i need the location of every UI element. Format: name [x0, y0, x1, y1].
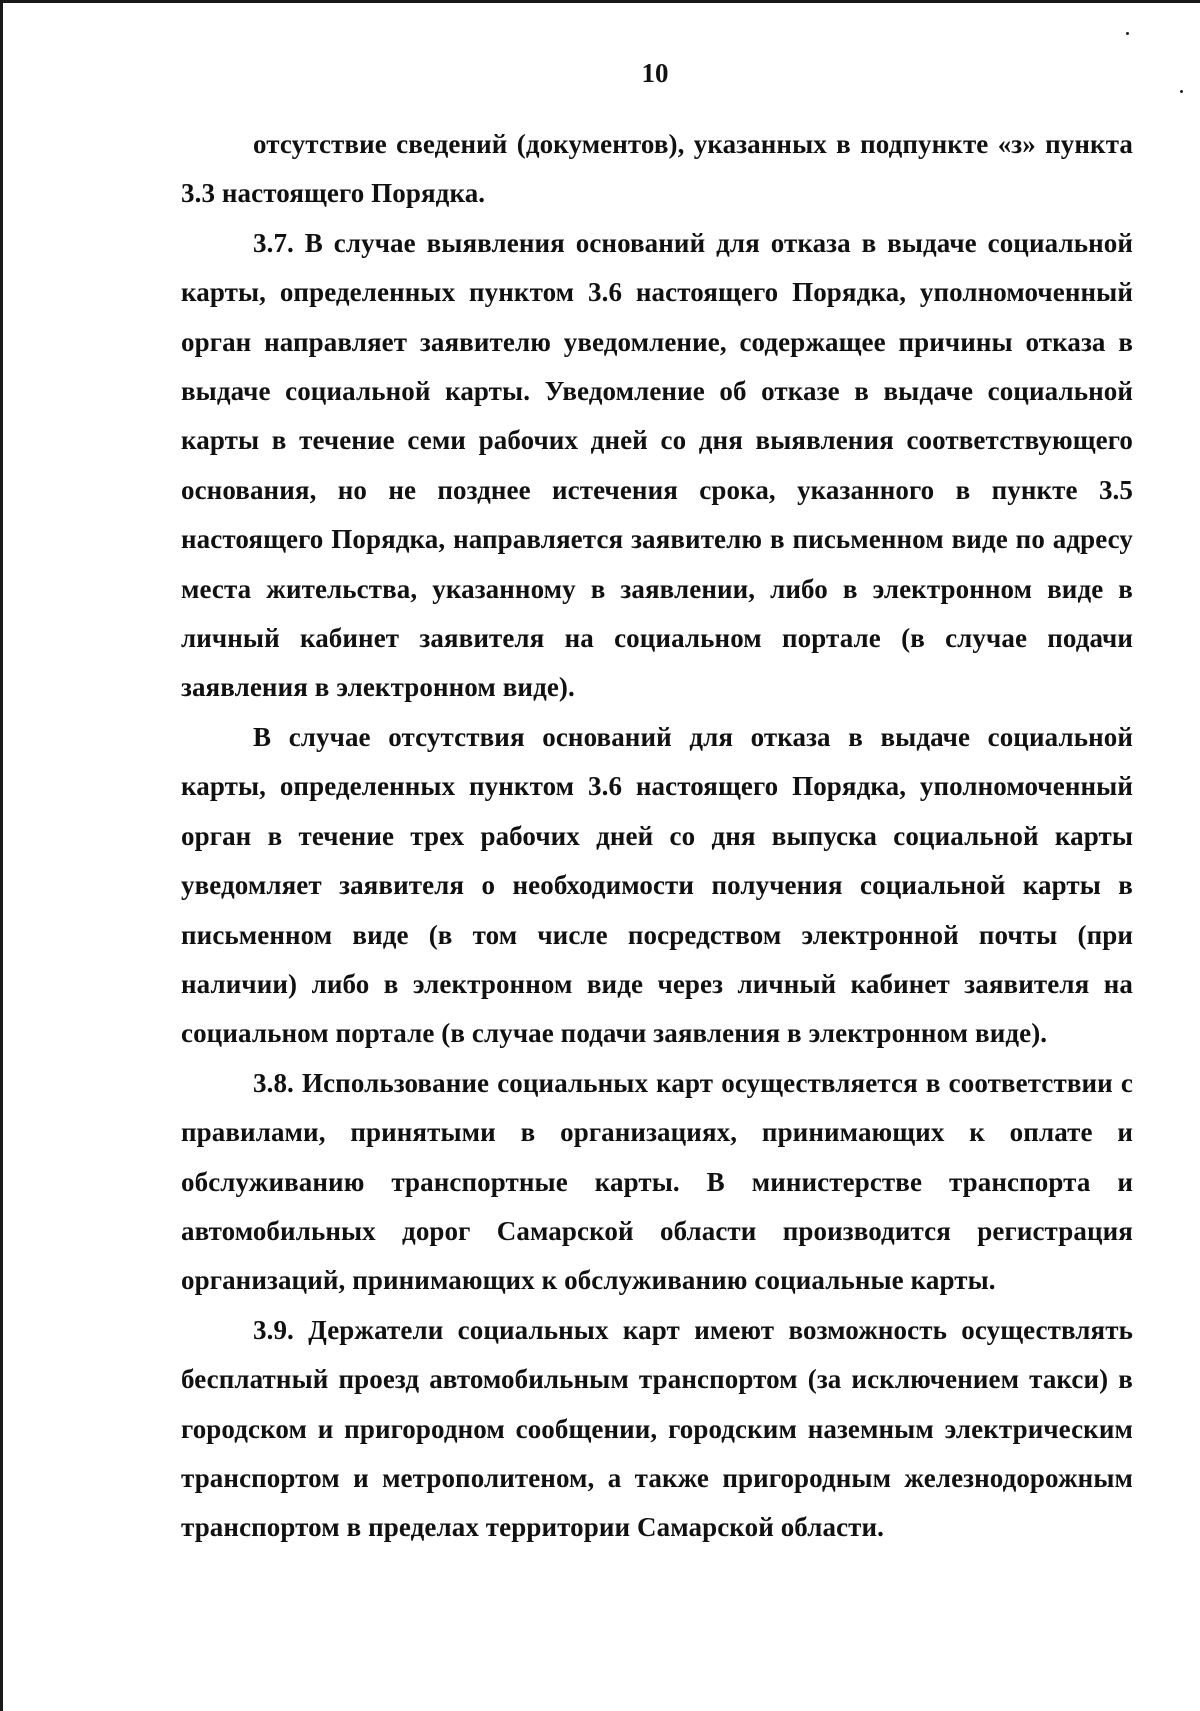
paragraph-3-7: 3.7. В случае выявления оснований для отказа в выдаче социальной карты, определенных пунктом 3.6 настоящего Порядка, уполномоченный орган направляет заявителю уведомление, содержащее причины отказа в выдаче социальной карты. Уведомление об отказе в выдаче социальной карты в течение семи рабочих дней со дня выявления соответствующего основания, но не позднее истечения срока, указанного в пункте 3.5 настоящего Порядка, направляется заявителю в письменном виде по адресу места жительства, указанному в заявлении, либо в электронном виде в личный кабинет заявителя на социальном портале (в случае подачи заявления в электронном виде). [181, 227, 1133, 703]
document-body [181, 120, 1133, 1553]
page-number: 10 [641, 58, 669, 88]
paragraph-3-9: 3.9. Держатели социальных карт имеют возможность осуществлять бесплатный проезд автомобильным транспортом (за исключением такси) в городском и пригородном сообщении, городским наземным электрическим транспортом и метрополитеном, а также пригородным железнодорожным транспортом в пределах территории Самарской области. [181, 1314, 1133, 1543]
paragraph-no-refusal-grounds: В случае отсутствия оснований для отказа в выдаче социальной карты, определенных пунктом 3.6 настоящего Порядка, уполномоченный орган в течение трех рабочих дней со дня выпуска социальной карты уведомляет заявителя о необходимости получения социальной карты в письменном виде (в том числе посредством электронной почты (при наличии) либо в электронном виде через личный кабинет заявителя на социальном портале (в случае подачи заявления в электронном виде). [181, 721, 1133, 1049]
scan-edge-top [0, 0, 1200, 3]
scan-speck [1126, 32, 1129, 35]
scan-speck [1180, 90, 1183, 93]
scan-edge-left [0, 0, 3, 1711]
paragraph-3-8: 3.8. Использование социальных карт осуществляется в соответствии с правилами, принятыми в организациях, принимающих к оплате и обслуживанию транспортные карты. В министерстве транспорта и автомобильных дорог Самарской области производится регистрация организаций, принимающих к обслуживанию социальные карты. [181, 1067, 1133, 1296]
paragraph-absence-of-documents: отсутствие сведений (документов), указанных в подпункте «з» пункта 3.3 настоящего Порядка. [181, 129, 1133, 209]
